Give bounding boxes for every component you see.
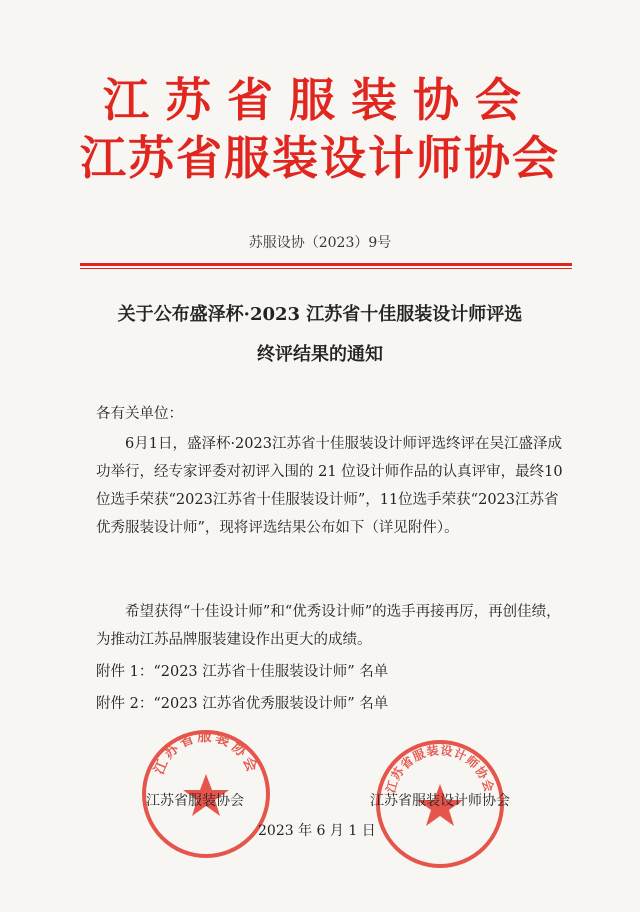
svg-text:江苏省服装协会 bbox=[151, 734, 262, 778]
paragraph-encouragement: 希望获得“十佳设计师”和“优秀设计师”的选手再接再厉，再创佳绩，为推动江苏品牌服装建设作出更大的成绩。 bbox=[96, 604, 561, 648]
attachment-2: 附件 2：“2023 江苏省优秀服装设计师” 名单 bbox=[96, 696, 389, 712]
notice-title-line-2: 终评结果的通知 bbox=[257, 344, 383, 365]
attachment-1: 附件 1：“2023 江苏省十佳服装设计师” 名单 bbox=[96, 664, 389, 680]
issue-date: 2023 年 6 月 1 日 bbox=[258, 823, 376, 839]
seal-2-text: 江苏省服装设计师协会 bbox=[383, 744, 497, 795]
red-divider-thin bbox=[80, 268, 572, 269]
paragraph-results: 6月1日，盛泽杯·2023江苏省十佳服装设计师评选终评在吴江盛泽成功举行，经专家评委对初评入围的 21 位设计师作品的认真评审，最终10位选手荣获“2023江苏省十佳服装设计师”，11位选手荣获“2023江苏省优秀服装设计师”，现将评选结果公布如下（详见附件）。 bbox=[96, 436, 563, 536]
letterhead-org-2: 江苏省服装设计师协会 bbox=[80, 131, 560, 185]
letterhead-org-1: 江苏省服装协会 bbox=[103, 73, 537, 127]
notice-title-line-1: 关于公布盛泽杯·2023 江苏省十佳服装设计师评选 bbox=[117, 304, 523, 325]
signature-org-1: 江苏省服装协会 bbox=[146, 793, 244, 809]
greeting: 各有关单位： bbox=[96, 406, 183, 422]
seal-1-text: 江苏省服装协会 bbox=[151, 734, 261, 777]
red-divider bbox=[80, 263, 572, 266]
signature-org-2: 江苏省服装设计师协会 bbox=[370, 793, 510, 809]
document-number: 苏服设协（2023）9号 bbox=[248, 235, 392, 251]
